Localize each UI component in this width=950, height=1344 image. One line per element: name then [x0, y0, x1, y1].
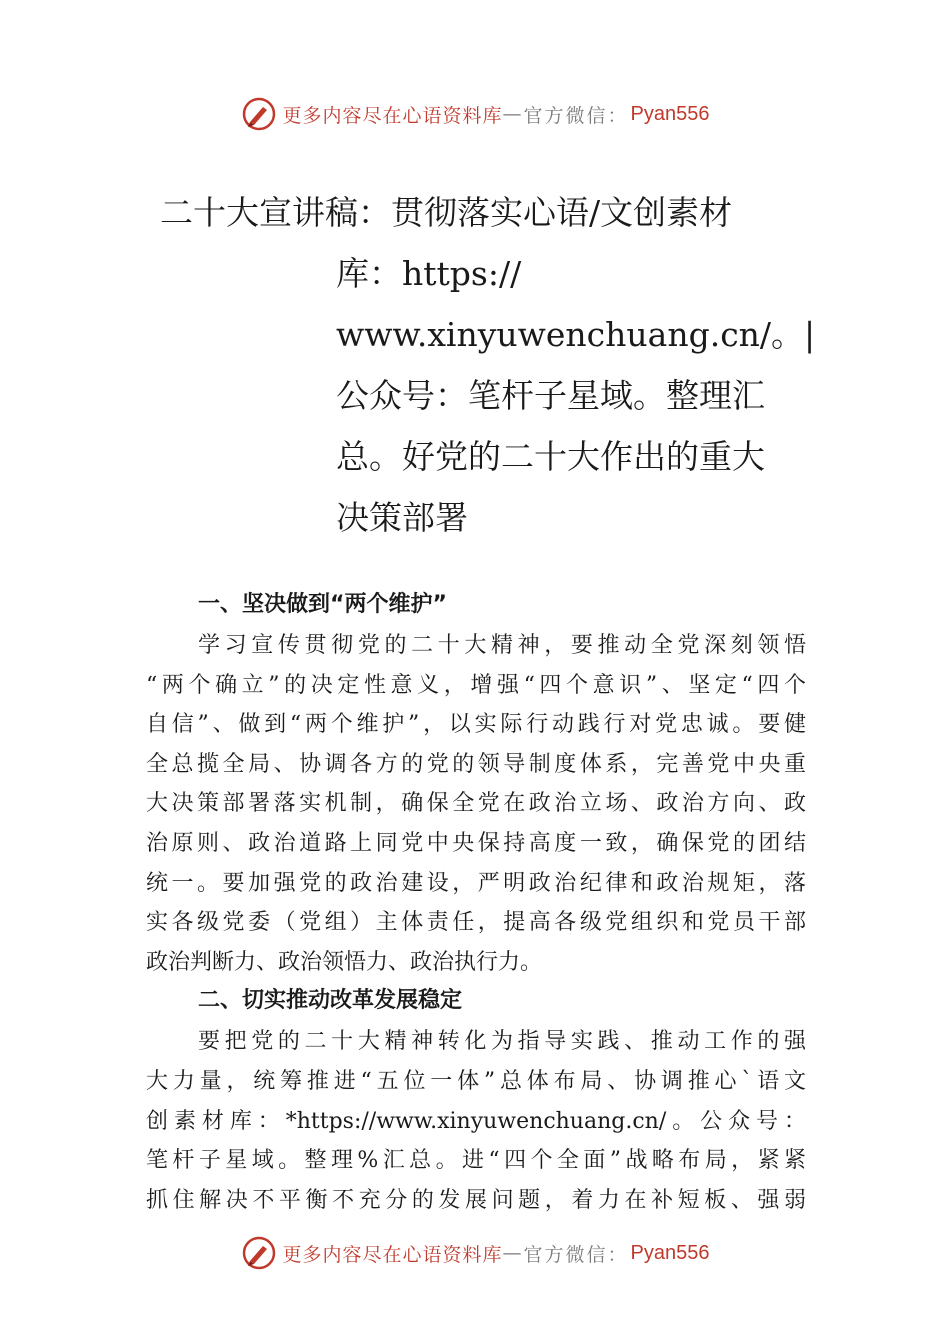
banner-contact-id: Pyan556 — [630, 1241, 710, 1264]
title-line: 库：https:// — [336, 254, 522, 293]
paragraph-line: 实各级党委（党组）主体责任，提高各级党组织和党员干部 — [146, 910, 806, 936]
title-line: www.xinyuwenchuang.cn/。| — [336, 315, 816, 354]
banner-dash: — — [502, 103, 524, 125]
title-line: 决策部署 — [336, 498, 468, 537]
banner-dash: — — [502, 1242, 524, 1264]
paragraph-line: 治原则、政治道路上同党中央保持高度一致，确保党的团结 — [146, 830, 806, 856]
document-title — [160, 182, 816, 548]
section-paragraph — [146, 1022, 806, 1220]
paragraph-line: 创素材库：*https://www.xinyuwenchuang.cn/。公众号： — [146, 1108, 806, 1134]
title-line: 总。好党的二十大作出的重大 — [336, 437, 765, 476]
title-line: 公众号：笔杆子星域。整理汇 — [336, 376, 765, 415]
paragraph-line: 笔杆子星域。整理%汇总。进“四个全面”战略布局，紧紧 — [146, 1148, 806, 1174]
footer-banner — [0, 1233, 950, 1273]
title-line: 二十大宣讲稿：贯彻落实心语/文创素材 — [160, 193, 733, 232]
section-heading: 一、坚决做到“两个维护” — [198, 592, 447, 617]
header-banner — [0, 94, 950, 134]
banner-contact-label: 官方微信： — [523, 1243, 629, 1266]
document-body — [146, 588, 806, 1222]
paragraph-line: 大决策部署落实机制，确保全党在政治立场、政治方向、政 — [146, 791, 806, 817]
paragraph-line: 全总揽全局、协调各方的党的领导制度体系，完善党中央重 — [146, 751, 806, 777]
paragraph-line: 抓住解决不平衡不充分的发展问题，着力在补短板、强弱 — [146, 1187, 806, 1213]
paragraph-line: 大力量，统筹推进“五位一体”总体布局、协调推心`语文 — [146, 1068, 806, 1094]
banner-contact-id: Pyan556 — [630, 102, 710, 125]
pen-logo-icon — [241, 96, 277, 132]
banner-contact-label: 官方微信： — [523, 104, 629, 127]
section-paragraph — [146, 626, 806, 982]
paragraph-line: 统一。要加强党的政治建设，严明政治纪律和政治规矩，落 — [146, 870, 806, 896]
paragraph-line: 自信”、做到“两个维护”，以实际行动践行对党忠诚。要健 — [146, 712, 806, 738]
banner-text: 更多内容尽在心语资料库 — [282, 1243, 503, 1266]
paragraph-line: 学习宣传贯彻党的二十大精神，要推动全党深刻领悟 — [198, 633, 806, 658]
pen-logo-icon — [241, 1235, 277, 1271]
paragraph-line: 政治判断力、政治领悟力、政治执行力。 — [146, 949, 543, 975]
paragraph-line: 要把党的二十大精神转化为指导实践、推动工作的强 — [198, 1029, 806, 1055]
banner-text: 更多内容尽在心语资料库 — [282, 104, 503, 127]
section-heading: 二、切实推动改革发展稳定 — [198, 988, 463, 1014]
paragraph-line: “两个确立”的决定性意义，增强“四个意识”、坚定“四个 — [146, 672, 806, 698]
